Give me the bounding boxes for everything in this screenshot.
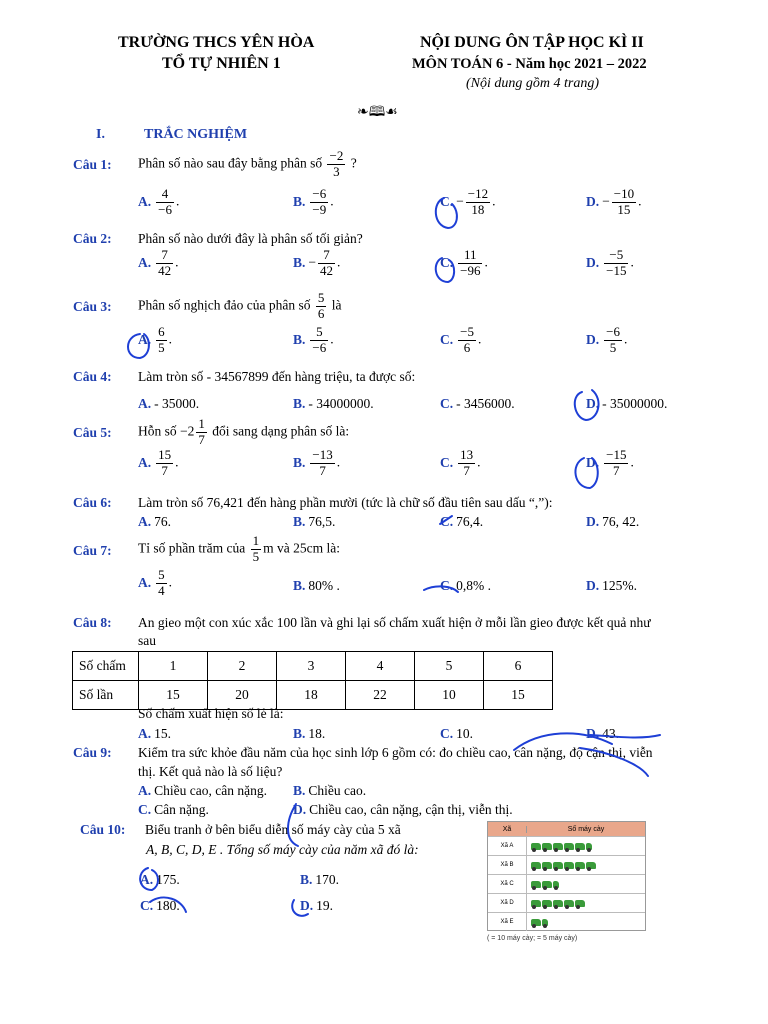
option-fraction: $\frac{-6}{-9}$ bbox=[312, 186, 327, 217]
tractor-icon bbox=[586, 862, 596, 869]
option-text: 76,5. bbox=[308, 514, 336, 529]
option-fraction: $\frac{15}{7}$ bbox=[158, 447, 172, 478]
option-letter: D. bbox=[586, 396, 600, 411]
option-letter: A. bbox=[138, 574, 152, 590]
option-letter: C. bbox=[440, 331, 454, 347]
q7-option-a: A. $\frac{5}{4}$ . bbox=[138, 567, 172, 598]
option-fraction: $\frac{-5}{-15}$ bbox=[606, 247, 627, 278]
q3-option-c: C. $\frac{-5}{6}$ . bbox=[440, 324, 482, 355]
q4-option-c bbox=[440, 396, 515, 412]
q9-option-a: A. Chiều cao, cân nặng. bbox=[138, 783, 267, 798]
option-text: - 35000. bbox=[154, 396, 200, 411]
q8-label: Câu 8: bbox=[73, 615, 112, 630]
tractor-icon bbox=[553, 843, 563, 850]
q7-option-d bbox=[586, 578, 637, 594]
q9-option-b: B. Chiều cao. bbox=[293, 783, 367, 798]
table-cell: 18 bbox=[277, 681, 346, 710]
q3-option-d: D. $\frac{-6}{5}$ . bbox=[586, 324, 628, 355]
option-text: - 3456000. bbox=[456, 396, 515, 411]
option-fraction: $\frac{4}{-6}$ bbox=[158, 186, 172, 217]
pictogram-row: Xã B bbox=[488, 855, 645, 874]
option-fraction: $\frac{11}{-96}$ bbox=[460, 247, 481, 278]
q8-text-cont: sau bbox=[138, 633, 156, 648]
doc-subject: MÔN TOÁN 6 - Năm học 2021 – 2022 bbox=[412, 56, 647, 72]
q5-option-c: C. $\frac{13}{7}$ . bbox=[440, 447, 481, 478]
table-cell: 15 bbox=[484, 681, 553, 710]
option-fraction: $\frac{5}{-6}$ bbox=[312, 324, 327, 355]
q9-text-cont: thị. Kết quả nào là số liệu? bbox=[138, 764, 283, 779]
option-letter: A. bbox=[140, 872, 154, 887]
table-cell: 3 bbox=[277, 652, 346, 681]
q10-option-c bbox=[140, 898, 180, 914]
q4-option-d bbox=[586, 396, 667, 412]
option-letter: B. bbox=[293, 578, 306, 593]
q10-text-cont: A, B, C, D, E . Tổng số máy cày của năm xã đó là: bbox=[146, 842, 419, 857]
option-text: 125%. bbox=[602, 578, 637, 593]
q10-label: Câu 10: bbox=[80, 822, 126, 837]
tractor-icon bbox=[575, 843, 585, 850]
option-text: 0,8% . bbox=[456, 578, 491, 593]
pictogram-row: Xã D bbox=[488, 893, 645, 912]
q6-option-d bbox=[586, 514, 639, 530]
q3-text: Phân số nghịch đảo của phân số $\frac{5}{6}$ là bbox=[138, 290, 342, 321]
tractor-icon bbox=[531, 900, 541, 907]
q7-option-c bbox=[440, 578, 491, 594]
table-cell: 5 bbox=[415, 652, 484, 681]
option-letter: C. bbox=[440, 514, 454, 529]
option-letter: A. bbox=[138, 254, 152, 270]
tractor-icon bbox=[542, 881, 552, 888]
tractor-icon bbox=[531, 919, 541, 926]
q5-label: Câu 5: bbox=[73, 425, 112, 440]
q10-option-b bbox=[300, 872, 339, 888]
q1-option-b: B. $\frac{-6}{-9}$ . bbox=[293, 186, 334, 217]
q1-option-a: A. $\frac{4}{-6}$ . bbox=[138, 186, 180, 217]
table-cell: 4 bbox=[346, 652, 415, 681]
school-name: TRƯỜNG THCS YÊN HÒA bbox=[118, 34, 315, 51]
q9-label: Câu 9: bbox=[73, 745, 112, 760]
pictogram-col-count: Số máy cày bbox=[567, 825, 605, 833]
option-letter: D. bbox=[586, 193, 600, 209]
q2-option-a: A. $\frac{7}{42}$ . bbox=[138, 247, 179, 278]
table-cell: 22 bbox=[346, 681, 415, 710]
option-text: 19. bbox=[316, 898, 333, 913]
option-letter: A. bbox=[138, 726, 152, 741]
q5-text: Hỗn số −2 $\frac{1}{7}$ đổi sang dạng phân số là: bbox=[138, 416, 350, 447]
tractor-icon bbox=[542, 900, 552, 907]
q5-option-b: B. $\frac{-13}{7}$ . bbox=[293, 447, 341, 478]
department-name: TỔ TỰ NHIÊN 1 bbox=[162, 55, 281, 72]
q7-text: Tỉ số phần trăm của $\frac{1}{5}$ m và 25cm là: bbox=[138, 533, 340, 564]
tractor-icon bbox=[564, 843, 574, 850]
option-letter: B. bbox=[293, 454, 306, 470]
q8-option-a bbox=[138, 726, 171, 742]
q4-label: Câu 4: bbox=[73, 369, 112, 384]
q8-option-c bbox=[440, 726, 473, 742]
q9-option-c: C. Cân nặng. bbox=[138, 802, 209, 817]
tractor-icon bbox=[553, 862, 563, 869]
option-letter: A. bbox=[138, 193, 152, 209]
q1-option-d: D. − $\frac{-10}{15}$ . bbox=[586, 186, 642, 217]
q2-option-d: D. $\frac{-5}{-15}$ . bbox=[586, 247, 634, 278]
option-letter: A. bbox=[138, 331, 152, 347]
option-text: 170. bbox=[315, 872, 340, 887]
table-cell: 15 bbox=[139, 681, 208, 710]
q7-option-b bbox=[293, 578, 340, 594]
q3-option-b: B. $\frac{5}{-6}$ . bbox=[293, 324, 334, 355]
q6-label: Câu 6: bbox=[73, 495, 112, 510]
option-letter: B. bbox=[293, 514, 306, 529]
q5-option-d: D. $\frac{-15}{7}$ . bbox=[586, 447, 634, 478]
option-text: 175. bbox=[156, 872, 180, 887]
ornament-icon: ❧🕮☙ bbox=[357, 105, 398, 120]
option-letter: C. bbox=[140, 898, 154, 913]
option-letter: D. bbox=[586, 454, 600, 470]
pages-note: (Nội dung gồm 4 trang) bbox=[466, 76, 599, 91]
q5-option-a: A. $\frac{15}{7}$ . bbox=[138, 447, 179, 478]
option-letter: C. bbox=[440, 193, 454, 209]
option-fraction: $\frac{-5}{6}$ bbox=[460, 324, 474, 355]
tractor-icon bbox=[575, 900, 585, 907]
option-letter: C. bbox=[440, 578, 454, 593]
option-letter: C. bbox=[440, 726, 454, 741]
option-fraction: $\frac{13}{7}$ bbox=[460, 447, 474, 478]
q9-option-d: D. Chiều cao, cân nặng, cận thị, viễn thị. bbox=[293, 802, 513, 817]
q4-option-a bbox=[138, 396, 199, 412]
option-letter: A. bbox=[138, 396, 152, 411]
q8-option-d bbox=[586, 726, 619, 742]
tractor-icon bbox=[542, 862, 552, 869]
option-letter: D. bbox=[300, 898, 314, 913]
option-fraction: $\frac{-10}{15}$ bbox=[613, 186, 635, 217]
q1-option-c: C. − $\frac{-12}{18}$ . bbox=[440, 186, 496, 217]
doc-title: NỘI DUNG ÔN TẬP HỌC KÌ II bbox=[420, 34, 644, 51]
option-fraction: $\frac{-6}{5}$ bbox=[606, 324, 620, 355]
q6-option-c bbox=[440, 514, 483, 530]
pictogram-col-commune: Xã bbox=[488, 826, 527, 833]
section-number: I. bbox=[96, 127, 105, 142]
option-fraction: $\frac{-12}{18}$ bbox=[467, 186, 489, 217]
q4-option-b bbox=[293, 396, 374, 412]
tractor-pictogram bbox=[487, 821, 646, 931]
tractor-icon bbox=[531, 862, 541, 869]
tractor-icon bbox=[564, 900, 574, 907]
q4-text: Làm tròn số - 34567899 đến hàng triệu, ta được số: bbox=[138, 369, 416, 384]
option-fraction: $\frac{6}{5}$ bbox=[158, 324, 165, 355]
half-tractor-icon bbox=[553, 881, 559, 888]
table-cell: 20 bbox=[208, 681, 277, 710]
option-letter: B. bbox=[293, 396, 306, 411]
q6-text: Làm tròn số 76,421 đến hàng phần mười (tức là chữ số đầu tiên sau dấu “,”): bbox=[138, 495, 553, 510]
table-head: Số lần bbox=[73, 681, 139, 710]
table-cell: 6 bbox=[484, 652, 553, 681]
q6-option-b bbox=[293, 514, 335, 530]
option-text: - 34000000. bbox=[308, 396, 374, 411]
section-title: TRẮC NGHIỆM bbox=[144, 127, 248, 142]
option-text: 180. bbox=[156, 898, 180, 913]
option-letter: A. bbox=[138, 454, 152, 470]
pictogram-row: Xã A bbox=[488, 836, 645, 855]
tractor-icon bbox=[564, 862, 574, 869]
option-text: 76, 42. bbox=[602, 514, 640, 529]
option-fraction: $\frac{7}{42}$ bbox=[320, 247, 334, 278]
option-fraction: $\frac{-13}{7}$ bbox=[312, 447, 333, 478]
q8-text: An gieo một con xúc xắc 100 lần và ghi lại số chấm xuất hiện ở mỗi lần gieo được kết quả như bbox=[138, 615, 651, 630]
option-sign: − bbox=[456, 193, 464, 209]
q2-option-c: C. $\frac{11}{-96}$ . bbox=[440, 247, 488, 278]
option-fraction: $\frac{-15}{7}$ bbox=[606, 447, 627, 478]
option-letter: B. bbox=[293, 726, 306, 741]
pictogram-row: Xã C bbox=[488, 874, 645, 893]
q2-label: Câu 2: bbox=[73, 231, 112, 246]
option-sign: − bbox=[308, 254, 317, 270]
tractor-icon bbox=[531, 881, 541, 888]
option-text: 76. bbox=[154, 514, 171, 529]
q7-label: Câu 7: bbox=[73, 543, 112, 558]
option-letter: B. bbox=[293, 193, 306, 209]
q3-option-a: A. $\frac{6}{5}$ . bbox=[138, 324, 172, 355]
q1-text: Phân số nào sau đây bằng phân số $\frac{-2}{3}$ ? bbox=[138, 148, 357, 179]
table-cell: 10 bbox=[415, 681, 484, 710]
q8-sub: Số chấm xuất hiện số lẻ là: bbox=[138, 706, 284, 721]
option-letter: B. bbox=[293, 254, 306, 270]
table-cell: 1 bbox=[139, 652, 208, 681]
half-tractor-icon bbox=[586, 843, 592, 850]
option-text: - 35000000. bbox=[602, 396, 668, 411]
q6-option-a bbox=[138, 514, 171, 530]
q1-label: Câu 1: bbox=[73, 157, 112, 172]
dice-table bbox=[72, 651, 553, 710]
option-text: 43. bbox=[602, 726, 619, 741]
option-letter: D. bbox=[586, 514, 600, 529]
option-fraction: $\frac{7}{42}$ bbox=[158, 247, 172, 278]
q8-option-b bbox=[293, 726, 325, 742]
option-letter: D. bbox=[586, 331, 600, 347]
option-letter: D. bbox=[586, 578, 600, 593]
option-letter: D. bbox=[586, 254, 600, 270]
option-letter: C. bbox=[440, 454, 454, 470]
q2-text: Phân số nào dưới đây là phân số tối giản? bbox=[138, 231, 363, 246]
q3-label: Câu 3: bbox=[73, 299, 112, 314]
tractor-icon bbox=[531, 843, 541, 850]
option-text: 18. bbox=[308, 726, 326, 741]
table-head: Số chấm bbox=[73, 652, 139, 681]
half-tractor-icon bbox=[542, 919, 548, 926]
table-row bbox=[73, 652, 553, 681]
pictogram-legend: ( = 10 máy cày; = 5 máy cày) bbox=[487, 935, 578, 942]
q2-option-b: B. − $\frac{7}{42}$ . bbox=[293, 247, 341, 278]
option-letter: D. bbox=[586, 726, 600, 741]
option-text: 10. bbox=[456, 726, 473, 741]
tractor-icon bbox=[575, 862, 585, 869]
q10-option-a bbox=[140, 872, 180, 888]
option-text: 76,4. bbox=[456, 514, 484, 529]
option-sign: − bbox=[602, 193, 610, 209]
pictogram-row: Xã E bbox=[488, 912, 645, 931]
option-text: 80% . bbox=[308, 578, 340, 593]
q10-text: Biểu tranh ở bên biểu diễn số máy cày của 5 xã bbox=[145, 822, 401, 837]
option-letter: A. bbox=[138, 514, 152, 529]
tractor-icon bbox=[542, 843, 552, 850]
q9-text: Kiểm tra sức khỏe đầu năm của học sinh lớp 6 gồm có: đo chiều cao, cân nặng, độ cận thị, viễn bbox=[138, 745, 653, 760]
option-text: 15. bbox=[154, 726, 171, 741]
option-letter: C. bbox=[440, 396, 454, 411]
option-letter: B. bbox=[293, 331, 306, 347]
tractor-icon bbox=[553, 900, 563, 907]
table-cell: 2 bbox=[208, 652, 277, 681]
q10-option-d bbox=[300, 898, 333, 914]
option-fraction: $\frac{5}{4}$ bbox=[158, 567, 165, 598]
option-letter: B. bbox=[300, 872, 313, 887]
option-letter: C. bbox=[440, 254, 454, 270]
